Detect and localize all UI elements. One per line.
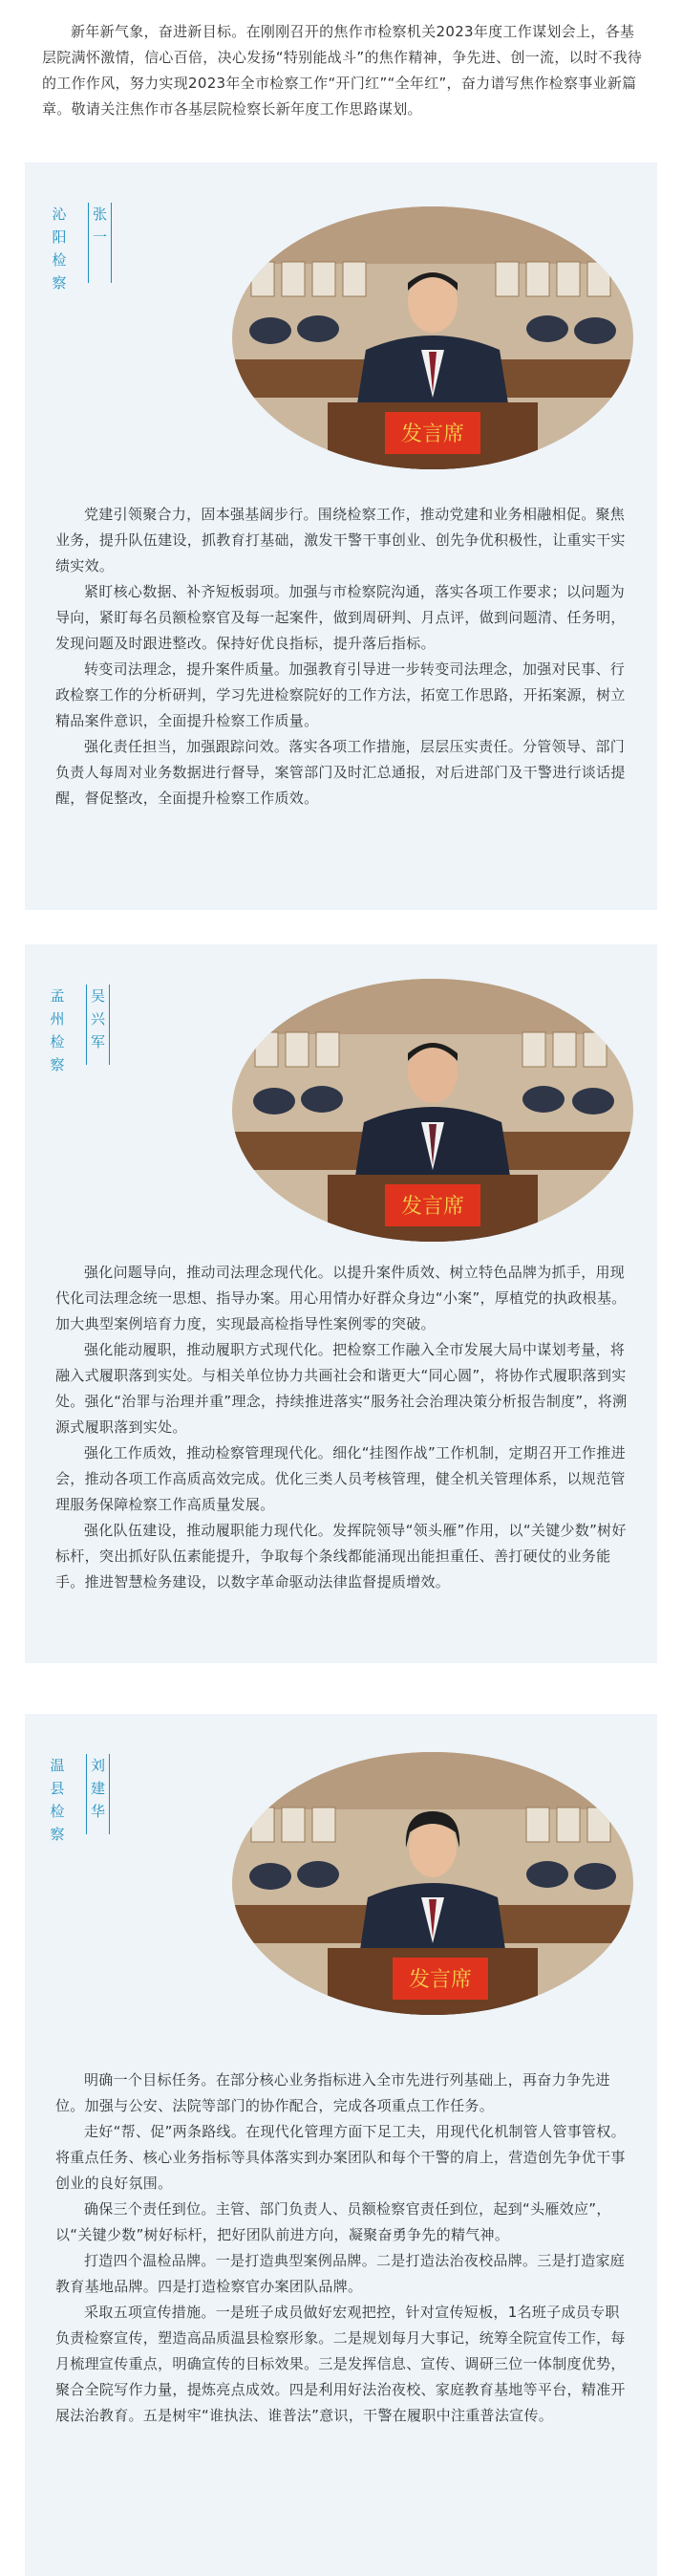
body-paragraph: 采取五项宣传措施。一是班子成员做好宏观把控，针对宣传短板，1名班子成员专职负责检察宣传，塑造高品质温县检察形象。二是规划每月大事记，统筹全院宣传工作，每月梳理宣传重点，明确宣传的目标效果。三是发挥信息、宣传、调研三位一体制度优势，聚合全院写作力量，提炼亮点成效。四是利用好法治夜校、家庭教育基地等平台，精准开展法治教育。五是树牢“谁执法、谁普法”意识，干警在履职中注重普法宣传。 [55,2304,626,2424]
speaker-photo [232,1752,633,2015]
body-paragraph: 党建引领聚合力，固本强基阔步行。围绕检察工作，推动党建和业务相融相促。聚焦业务，提升队伍建设，抓教育打基础，激发干警干事创业、创先争优积极性，让重实干实绩实效。 [55,506,626,574]
section-wenxian [25,1714,657,2576]
body-paragraph: 转变司法理念，提升案件质量。加强教育引导进一步转变司法理念，加强对民事、行政检察工作的分析研判，学习先进检察院好的工作方法，拓宽工作思路，开拓案源，树立精品案件意识，全面提升检察工作质量。 [55,660,626,729]
body-paragraph: 强化问题导向，推动司法理念现代化。以提升案件质效、树立特色品牌为抓手，用现代化司法理念统一思想、指导办案。用心用情办好群众身边“小案”，厚植党的执政根基。加大典型案例培育力度，实现最高检指导性案例零的突破。 [55,1264,627,1332]
section-body [55,1260,632,1595]
section-body [55,2067,632,2429]
section-body [55,502,632,812]
body-paragraph: 强化队伍建设，推动履职能力现代化。发挥院领导“领头雁”作用，以“关键少数”树好标杆，突出抓好队伍素能提升，争取每个条线都能涌现出能担重任、善打硬仗的业务能手。推进智慧检务建设，以数字革命驱动法律监督提质增效。 [55,1522,627,1591]
speaker-photo-illustration [232,979,633,1242]
section-label [48,1754,110,1846]
section-label [50,203,112,294]
body-paragraph: 确保三个责任到位。主管、部门负责人、员额检察官责任到位，起到“头雁效应”，以“关键少数”树好标杆，把好团队前进方向，凝聚奋勇争先的精气神。 [55,2200,611,2243]
body-paragraph: 强化能动履职，推动履职方式现代化。把检察工作融入全市发展大局中谋划考量，将融入式履职落到实处。与相关单位协力共画社会和谐更大“同心圆”，将协作式履职落到实处。强化“治罪与治理并重”理念，持续推进落实“服务社会治理决策分析报告制度”，将溯源式履职落到实处。 [55,1341,628,1436]
speaker-name: 吴 兴 军 [86,985,110,1065]
podium-sign-text: 发言席 [400,422,465,446]
intro-paragraph: 新年新气象，奋进新目标。在刚刚召开的焦作市检察机关2023年度工作谋划会上，各基层院满怀激情，信心百倍，决心发扬“特别能战斗”的焦作精神，争先进、创一流，以时不我待的工作作风，努力实现2023年全市检察工作“开门红”“全年红”，奋力谱写焦作检察事业新篇章。敬请关注焦作市各基层院检察长新年度工作思路谋划。 [42,23,643,118]
podium-sign-text: 发言席 [408,1968,473,1992]
body-paragraph: 明确一个目标任务。在部分核心业务指标进入全市先进行列基础上，再奋力争先进位。加强与公安、法院等部门的协作配合，完成各项重点工作任务。 [55,2071,610,2114]
body-paragraph: 打造四个温检品牌。一是打造典型案例品牌。二是打造法治夜校品牌。三是打造家庭教育基地品牌。四是打造检察官办案团队品牌。 [55,2252,626,2295]
body-paragraph: 强化责任担当，加强跟踪问效。落实各项工作措施，层层压实责任。分管领导、部门负责人每周对业务数据进行督导，案管部门及时汇总通报，对后进部门及干警进行谈话提醒，督促整改，全面提升检察工作质效。 [55,738,626,807]
body-paragraph: 强化工作质效，推动检察管理现代化。细化“挂图作战”工作机制，定期召开工作推进会，推动各项工作高质高效完成。优化三类人员考核管理，健全机关管理体系，以规范管理服务保障检察工作高质量发展。 [55,1444,626,1513]
county-name: 温 县 检 察 [50,1757,65,1843]
section-label [48,985,110,1076]
section-qinyang [25,162,657,910]
body-paragraph: 紧盯核心数据、补齐短板弱项。加强与市检察院沟通，落实各项工作要求；以问题为导向，紧盯每名员额检察官及每一起案件，做到周研判、月点评，做到问题清、任务明，发现问题及时跟进整改。保持好优良指标，提升落后指标。 [55,583,626,652]
speaker-photo-illustration [232,206,633,469]
body-paragraph: 走好“帮、促”两条路线。在现代化管理方面下足工夫，用现代化机制管人管事管权。将重点任务、核心业务指标等具体落实到办案团队和每个干警的肩上，营造创先争优干事创业的良好氛围。 [55,2123,626,2192]
speaker-name: 刘 建 华 [86,1754,110,1834]
speaker-name: 张 一 [88,203,112,283]
section-mengzhou [25,944,657,1663]
speaker-photo-illustration [232,1752,633,2015]
podium-sign-text: 发言席 [400,1195,465,1219]
speaker-photo [232,979,633,1242]
county-name: 沁 阳 检 察 [52,206,67,292]
speaker-photo [232,206,633,469]
county-name: 孟 州 检 察 [50,987,65,1073]
